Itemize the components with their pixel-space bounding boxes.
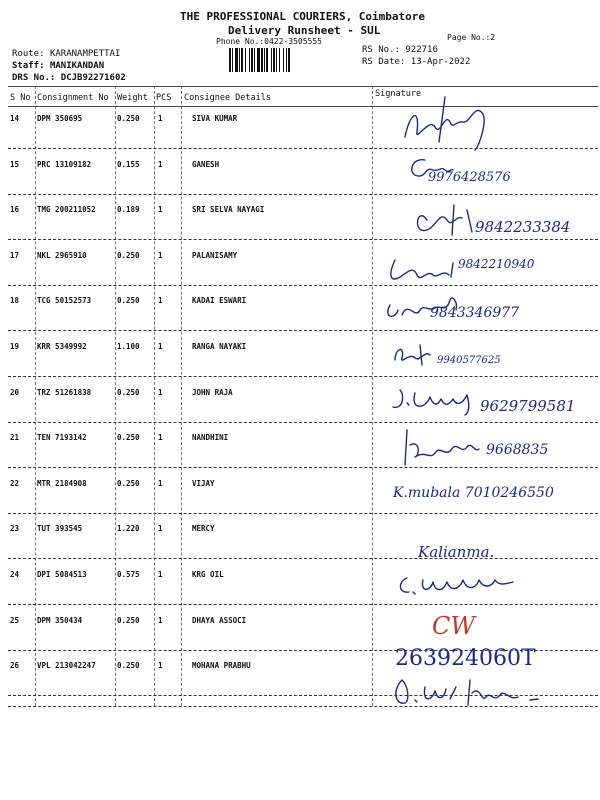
row-pcs: 1: [158, 433, 163, 443]
row-consignee: KADAI ESWARI: [192, 296, 247, 306]
row-pcs: 1: [158, 570, 163, 579]
row-consignee: SRI SELVA NAYAGI: [192, 205, 265, 215]
row-separator: [8, 558, 598, 559]
drs-value: DCJB92271602: [60, 73, 126, 83]
table-top-rule: [8, 86, 598, 87]
col-divider: [181, 86, 182, 706]
col-header-consignee: Consignee Details: [184, 93, 271, 103]
signature-phone: 9940577625: [437, 355, 501, 366]
row-consignment-no: TCG 50152573: [37, 296, 92, 306]
signature-name: K.mubala 7010246550: [393, 485, 554, 501]
row-separator: [8, 239, 598, 240]
row-weight: 0.189: [117, 205, 140, 215]
signature-scribble: [390, 675, 560, 710]
row-consignment-no: KRR 5349992: [37, 342, 87, 351]
row-consignee: PALANISAMY: [192, 250, 238, 260]
row-consignment-no: TMG 200211052: [37, 205, 96, 215]
row-sno: 18: [10, 296, 20, 306]
row-weight: 0.250: [117, 478, 140, 488]
page-title: THE PROFESSIONAL COURIERS, Coimbatore: [180, 10, 426, 23]
row-consignment-no: NKL 2965910: [37, 250, 87, 260]
signature-phone: 9976428576: [428, 170, 511, 185]
row-separator: [8, 194, 598, 195]
row-pcs: 1: [158, 250, 163, 260]
col-divider: [154, 86, 155, 706]
row-consignee: GANESH: [192, 159, 220, 169]
row-consignee: DHAYA ASSOCI: [192, 615, 247, 625]
row-separator: [8, 376, 598, 377]
col-divider: [115, 86, 116, 706]
col-header-signature: Signature: [375, 89, 422, 99]
cw-mark: CW: [432, 612, 476, 640]
row-separator: [8, 148, 598, 149]
row-separator: [8, 330, 598, 331]
col-header-pcs: PCS: [156, 93, 172, 103]
staff-value: MANIKANDAN: [49, 61, 105, 71]
row-sno: 25: [10, 615, 20, 625]
route-label: Route:: [12, 49, 45, 59]
row-pcs: 1: [158, 524, 163, 534]
route-line: [12, 49, 120, 59]
staff-line: [12, 61, 104, 71]
route-value: KARANAMPETTAI: [49, 49, 121, 59]
signature-name: Kalianma.: [418, 543, 495, 561]
row-consignment-no: PRC 13109182: [37, 159, 92, 169]
row-sno: 23: [10, 524, 20, 534]
signature-scribble: [395, 425, 485, 470]
row-weight: 0.250: [117, 114, 140, 123]
row-weight: 1.220: [117, 524, 140, 534]
row-sno: 19: [10, 342, 20, 351]
rs-date-line: [362, 57, 470, 67]
signature-phone: 9629799581: [480, 397, 576, 415]
row-sno: 16: [10, 205, 20, 215]
row-sno: 15: [10, 159, 20, 169]
row-weight: 0.250: [117, 250, 140, 260]
signature-phone: 9842233384: [475, 218, 571, 236]
row-consignment-no: TUT 393545: [37, 524, 83, 534]
row-consignee: JOHN RAJA: [192, 387, 233, 397]
row-pcs: 1: [158, 296, 163, 306]
signature-phone: 9843346977: [430, 305, 520, 321]
row-weight: 0.250: [117, 387, 140, 397]
row-sno: 21: [10, 433, 20, 443]
drs-label: DRS No.:: [12, 73, 56, 83]
barcode-bar: [290, 48, 291, 72]
row-sno: 17: [10, 250, 20, 260]
phone-number: Phone No.:0422-3505555: [216, 37, 322, 46]
row-separator: [8, 604, 598, 605]
row-separator: [8, 285, 598, 286]
col-header-consignment: Consignment No: [37, 93, 109, 103]
page-number: Page No.:2: [447, 33, 496, 42]
row-weight: 0.575: [117, 570, 140, 579]
row-sno: 14: [10, 114, 20, 123]
row-weight: 0.250: [117, 661, 140, 671]
rs-no-value: 922716: [405, 45, 438, 55]
row-pcs: 1: [158, 478, 163, 488]
row-separator: [8, 513, 598, 514]
row-consignee: MERCY: [192, 524, 215, 534]
col-header-sno: S No: [10, 93, 31, 103]
row-consignee: RANGA NAYAKI: [192, 342, 247, 351]
signature-phone: 9668835: [486, 442, 549, 458]
row-consignee: KRG OIL: [192, 570, 224, 579]
staff-label: Staff:: [12, 61, 45, 71]
rs-date-value: 13-Apr-2022: [410, 57, 471, 67]
row-separator: [8, 467, 598, 468]
row-consignment-no: DPI 5084513: [37, 570, 87, 579]
signature-phone: 9842210940: [458, 257, 535, 271]
row-pcs: 1: [158, 661, 163, 671]
row-pcs: 1: [158, 114, 163, 123]
signature-scribble: [385, 255, 460, 285]
table-bottom-rule: [8, 706, 598, 707]
row-weight: 0.155: [117, 159, 140, 169]
signature-scribble: [412, 200, 482, 240]
row-pcs: 1: [158, 205, 163, 215]
row-sno: 26: [10, 661, 20, 671]
row-consignment-no: TRZ 51261838: [37, 387, 92, 397]
rs-date-label: RS Date:: [362, 57, 406, 67]
row-weight: 0.250: [117, 615, 140, 625]
drs-line: [12, 73, 126, 83]
col-divider: [35, 86, 36, 706]
row-pcs: 1: [158, 342, 163, 351]
signature-scribble: [395, 92, 505, 152]
row-consignment-no: MTR 2184908: [37, 478, 87, 488]
row-consignment-no: DPM 350434: [37, 615, 83, 625]
signature-scribble: [385, 385, 485, 415]
row-pcs: 1: [158, 159, 163, 169]
row-separator: [8, 422, 598, 423]
row-consignment-no: DPM 350695: [37, 114, 83, 123]
row-pcs: 1: [158, 387, 163, 397]
header-bottom-rule: [8, 106, 598, 107]
page-subtitle: Delivery Runsheet - SUL: [228, 24, 381, 37]
row-consignee: MOHANA PRABHU: [192, 661, 251, 671]
row-consignment-no: VPL 213042247: [37, 661, 96, 671]
row-weight: 0.250: [117, 433, 140, 443]
row-weight: 0.250: [117, 296, 140, 306]
rs-no-line: [362, 45, 438, 55]
row-pcs: 1: [158, 615, 163, 625]
row-consignee: SIVA KUMAR: [192, 114, 238, 123]
row-consignment-no: TEN 7193142: [37, 433, 87, 443]
col-divider: [372, 86, 373, 706]
row-weight: 1.100: [117, 342, 140, 351]
signature-phone: 263924060T: [395, 646, 536, 671]
row-sno: 22: [10, 478, 20, 488]
row-consignee: NANDHINI: [192, 433, 229, 443]
signature-scribble: [390, 340, 440, 370]
row-sno: 20: [10, 387, 20, 397]
col-header-weight: Weight: [117, 93, 148, 103]
rs-no-label: RS No.:: [362, 45, 400, 55]
row-sno: 24: [10, 570, 20, 579]
row-consignee: VIJAY: [192, 478, 215, 488]
barcode: [229, 48, 353, 72]
signature-scribble: [395, 570, 525, 600]
